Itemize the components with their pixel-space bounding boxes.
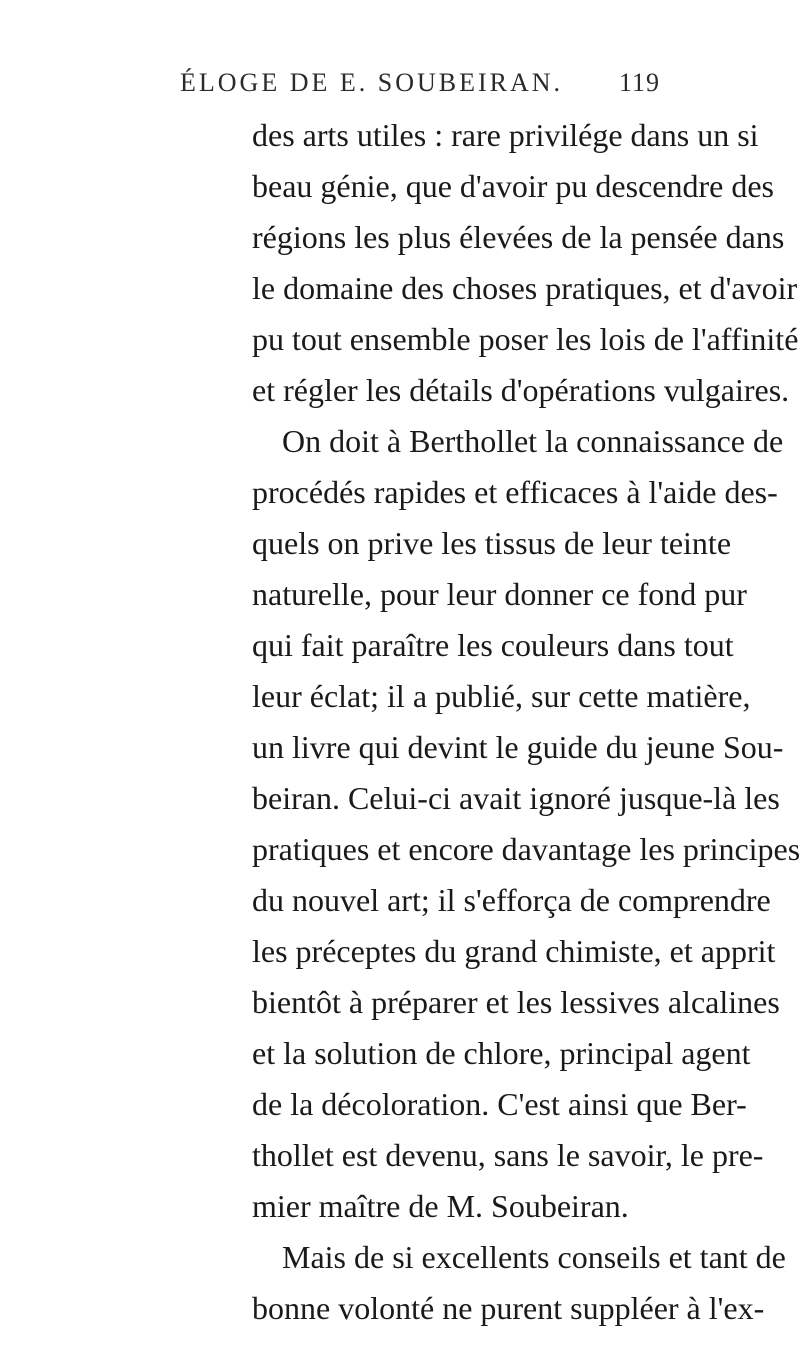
text-line: beau génie, que d'avoir pu descendre des [252, 168, 774, 204]
text-line: Mais de si excellents conseils et tant de [282, 1239, 786, 1275]
text-line: On doit à Berthollet la connaissance de [282, 423, 784, 459]
text-line: leur éclat; il a publié, sur cette matière, [252, 678, 751, 714]
running-head [180, 68, 660, 108]
text-line: du nouvel art; il s'efforça de comprendre [252, 882, 771, 918]
text-line: et régler les détails d'opérations vulgaires. [252, 372, 790, 408]
text-line: pu tout ensemble poser les lois de l'affinité [252, 321, 799, 357]
page-number: 119 [618, 68, 660, 97]
text-line: naturelle, pour leur donner ce fond pur [252, 576, 747, 612]
text-line: pratiques et encore davantage les principes [252, 831, 800, 867]
text-line: le domaine des choses pratiques, et d'avoir [252, 270, 798, 306]
running-title: ÉLOGE DE E. SOUBEIRAN. [180, 68, 564, 97]
text-line: régions les plus élevées de la pensée dans [252, 219, 785, 255]
text-line: quels on prive les tissus de leur teinte [252, 525, 732, 561]
text-line: des arts utiles : rare privilége dans un si [252, 117, 759, 153]
text-line: bientôt à préparer et les lessives alcalines [252, 984, 780, 1020]
text-line: mier maître de M. Soubeiran. [252, 1188, 629, 1224]
text-line: qui fait paraître les couleurs dans tout [252, 627, 734, 663]
text-line: beiran. Celui-ci avait ignoré jusque-là les [252, 780, 780, 816]
text-line: procédés rapides et efficaces à l'aide des- [252, 474, 778, 510]
text-line: thollet est devenu, sans le savoir, le pre- [252, 1137, 764, 1173]
text-line: et la solution de chlore, principal agent [252, 1035, 751, 1071]
text-line: de la décoloration. C'est ainsi que Ber- [252, 1086, 747, 1122]
text-line: un livre qui devint le guide du jeune Sou- [252, 729, 784, 765]
body-text [252, 110, 800, 1334]
text-line: bonne volonté ne purent suppléer à l'ex- [252, 1290, 765, 1326]
text-line: les préceptes du grand chimiste, et apprit [252, 933, 776, 969]
